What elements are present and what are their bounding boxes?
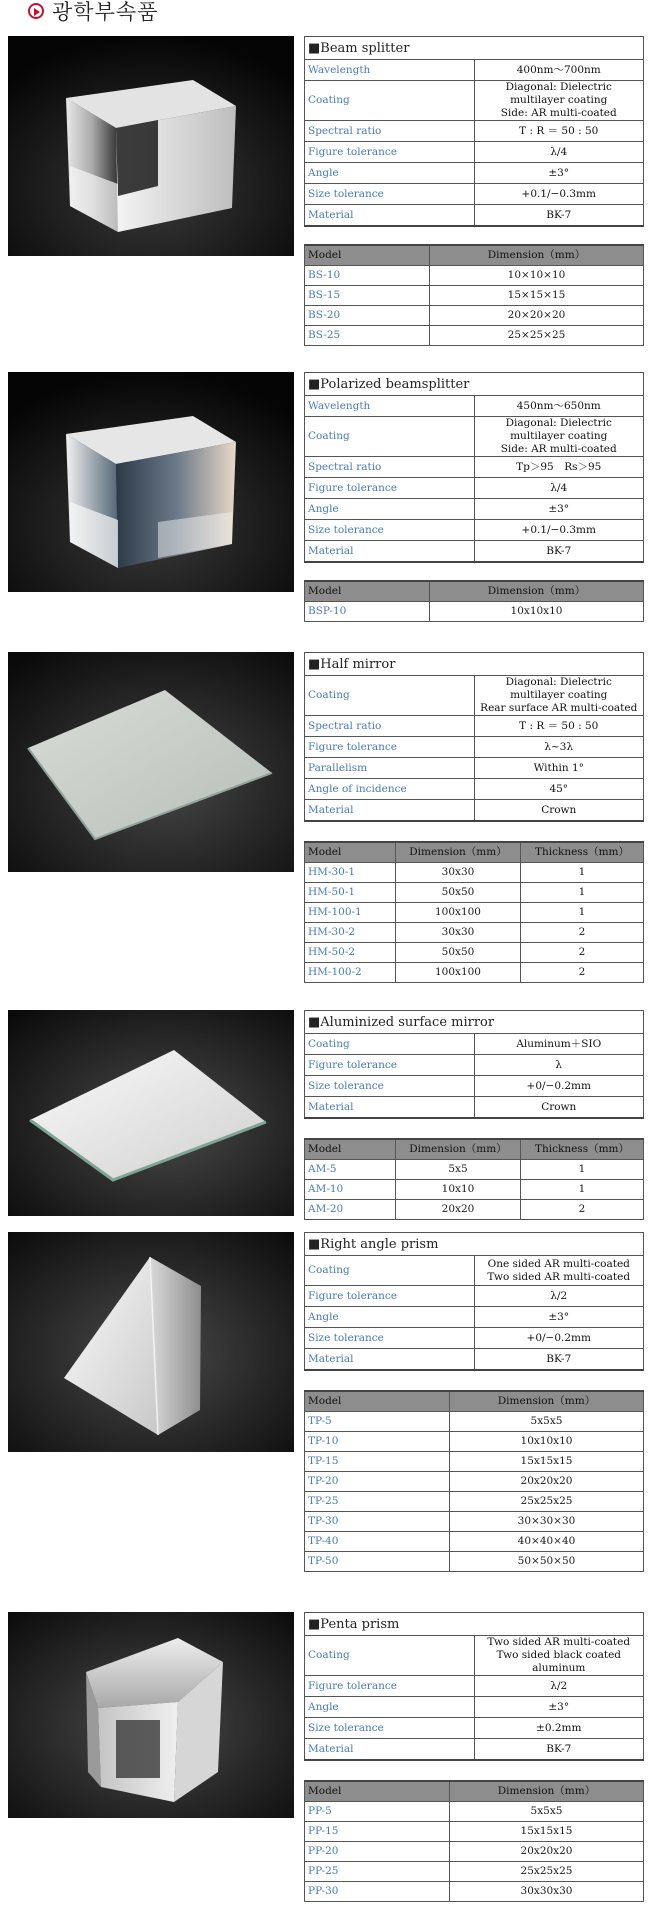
model-name[interactable]: TP-10 xyxy=(305,1432,450,1452)
spec-label: Size tolerance xyxy=(305,1328,475,1349)
spec-value xyxy=(474,1256,644,1286)
table-row xyxy=(305,863,644,883)
spec-value: BK-7 xyxy=(474,1739,644,1761)
spec-value: +0/−0.2mm xyxy=(474,1076,644,1097)
spec-value: Crown xyxy=(474,800,644,822)
table-row xyxy=(305,883,644,903)
spec-value: 400nm～700nm xyxy=(474,60,644,81)
model-dimension: 20x20x20 xyxy=(450,1472,644,1492)
spec-label: Angle xyxy=(305,499,475,520)
table-row xyxy=(305,1822,644,1842)
spec-label: Coating xyxy=(305,81,475,121)
model-name[interactable]: PP-5 xyxy=(305,1802,450,1822)
spec-label: Coating xyxy=(305,1034,475,1055)
spec-value-line: Diagonal: Dielectric multilayer coating xyxy=(505,417,612,442)
table-row xyxy=(305,1200,644,1220)
table-row xyxy=(305,1802,644,1822)
table-row xyxy=(305,326,644,346)
model-dimension: 50×50×50 xyxy=(450,1552,644,1572)
spec-value xyxy=(474,81,644,121)
dimension-header: Dimension（mm） xyxy=(450,1781,644,1802)
spec-label: Material xyxy=(305,205,475,227)
table-row xyxy=(305,1472,644,1492)
spec-value: λ/4 xyxy=(474,478,644,499)
spec-value-line: Diagonal: Dielectric multilayer coating xyxy=(505,81,612,106)
spec-value: 45° xyxy=(474,779,644,800)
table-row xyxy=(305,1492,644,1512)
table-row xyxy=(305,1412,644,1432)
half-mirror-tables xyxy=(304,652,644,983)
spec-label: Coating xyxy=(305,676,475,716)
table-row xyxy=(305,286,644,306)
model-name[interactable]: HM-50-2 xyxy=(305,943,396,963)
beam-splitter-photo xyxy=(8,36,294,256)
spec-value: λ~3λ xyxy=(474,737,644,758)
model-thickness: 1 xyxy=(521,1160,644,1180)
model-name[interactable]: AM-5 xyxy=(305,1160,396,1180)
spec-table xyxy=(304,372,644,563)
spec-label: Size tolerance xyxy=(305,184,475,205)
model-name[interactable]: HM-100-1 xyxy=(305,903,396,923)
right-angle-prism-photo xyxy=(8,1232,294,1452)
model-dimension: 20×20×20 xyxy=(430,306,644,326)
model-dimension: 50x50 xyxy=(396,943,521,963)
spec-value-line: Diagonal: Dielectric multilayer coating xyxy=(505,676,612,701)
model-dimension: 15×15×15 xyxy=(430,286,644,306)
section-title: ■Penta prism xyxy=(305,1613,644,1636)
spec-table xyxy=(304,36,644,227)
table-row xyxy=(305,306,644,326)
model-header: Model xyxy=(305,1391,450,1412)
spec-value: λ/2 xyxy=(474,1286,644,1307)
model-name[interactable]: HM-30-2 xyxy=(305,923,396,943)
model-table xyxy=(304,580,644,622)
spec-value-line: One sided AR multi-coated xyxy=(487,1257,630,1270)
model-name[interactable]: BS-10 xyxy=(305,266,430,286)
table-row xyxy=(305,602,644,622)
spec-value: ±3° xyxy=(474,499,644,520)
polarized-beamsplitter-photo xyxy=(8,372,294,592)
table-row xyxy=(305,1180,644,1200)
spec-label: Angle xyxy=(305,163,475,184)
table-row xyxy=(305,1532,644,1552)
model-thickness: 2 xyxy=(521,1200,644,1220)
play-circle-icon xyxy=(28,3,44,19)
model-dimension: 5x5x5 xyxy=(450,1412,644,1432)
dimension-header: Dimension（mm） xyxy=(396,1139,521,1160)
spec-label: Material xyxy=(305,541,475,563)
model-name[interactable]: TP-15 xyxy=(305,1452,450,1472)
spec-label: Size tolerance xyxy=(305,1076,475,1097)
spec-table xyxy=(304,652,644,822)
spec-label: Material xyxy=(305,800,475,822)
table-row xyxy=(305,1432,644,1452)
table-row xyxy=(305,1882,644,1902)
spec-label: Coating xyxy=(305,417,475,457)
spec-label: Figure tolerance xyxy=(305,1676,475,1697)
section-title: ■Right angle prism xyxy=(305,1233,644,1256)
model-name[interactable]: TP-30 xyxy=(305,1512,450,1532)
spec-value xyxy=(474,676,644,716)
model-table xyxy=(304,1390,644,1572)
spec-value: +0.1/−0.3mm xyxy=(474,520,644,541)
model-name[interactable]: HM-100-2 xyxy=(305,963,396,983)
penta-prism-photo xyxy=(8,1612,294,1818)
spec-label: Wavelength xyxy=(305,396,475,417)
model-name[interactable]: BSP-10 xyxy=(305,602,430,622)
model-header: Model xyxy=(305,1781,450,1802)
model-thickness: 2 xyxy=(521,963,644,983)
model-name[interactable]: PP-30 xyxy=(305,1882,450,1902)
model-dimension: 10×10×10 xyxy=(430,266,644,286)
model-dimension: 10x10 xyxy=(396,1180,521,1200)
model-dimension: 100x100 xyxy=(396,963,521,983)
spec-value: +0.1/−0.3mm xyxy=(474,184,644,205)
spec-label: Size tolerance xyxy=(305,1718,475,1739)
model-dimension: 100x100 xyxy=(396,903,521,923)
model-dimension: 15x15x15 xyxy=(450,1822,644,1842)
model-name[interactable]: PP-20 xyxy=(305,1842,450,1862)
table-row xyxy=(305,963,644,983)
spec-table xyxy=(304,1010,644,1119)
table-row xyxy=(305,903,644,923)
model-header: Model xyxy=(305,1139,396,1160)
spec-value: ±0.2mm xyxy=(474,1718,644,1739)
spec-label: Material xyxy=(305,1739,475,1761)
beam-splitter-tables xyxy=(304,36,644,346)
spec-value: λ/2 xyxy=(474,1676,644,1697)
spec-label: Coating xyxy=(305,1636,475,1676)
spec-value: ±3° xyxy=(474,163,644,184)
spec-label: Angle xyxy=(305,1307,475,1328)
dimension-header: Dimension（mm） xyxy=(450,1391,644,1412)
spec-value: λ xyxy=(474,1055,644,1076)
model-name[interactable]: TP-25 xyxy=(305,1492,450,1512)
section-title: ■Aluminized surface mirror xyxy=(305,1011,644,1034)
dimension-header: Dimension（mm） xyxy=(430,581,644,602)
model-dimension: 15x15x15 xyxy=(450,1452,644,1472)
model-thickness: 2 xyxy=(521,923,644,943)
spec-value xyxy=(474,1636,644,1676)
spec-label: Coating xyxy=(305,1256,475,1286)
spec-value: T : R ＝ 50 : 50 xyxy=(474,716,644,737)
section-title: ■Beam splitter xyxy=(305,37,644,60)
spec-label: Material xyxy=(305,1349,475,1371)
spec-value: BK-7 xyxy=(474,1349,644,1371)
spec-value-line: Side: AR multi-coated xyxy=(500,443,617,455)
spec-value-line: Two sided AR multi-coated xyxy=(487,1636,631,1648)
model-dimension: 10x10x10 xyxy=(450,1432,644,1452)
page-header xyxy=(28,0,158,25)
model-name[interactable]: AM-10 xyxy=(305,1180,396,1200)
model-name[interactable]: PP-25 xyxy=(305,1862,450,1882)
spec-value: BK-7 xyxy=(474,205,644,227)
spec-value: Within 1° xyxy=(474,758,644,779)
model-name[interactable]: AM-20 xyxy=(305,1200,396,1220)
model-dimension: 5x5 xyxy=(396,1160,521,1180)
table-row xyxy=(305,943,644,963)
model-name[interactable]: HM-50-1 xyxy=(305,883,396,903)
model-dimension: 25x25x25 xyxy=(450,1862,644,1882)
spec-value: ±3° xyxy=(474,1307,644,1328)
model-name[interactable]: HM-30-1 xyxy=(305,863,396,883)
section-title: ■Half mirror xyxy=(305,653,644,676)
spec-label: Spectral ratio xyxy=(305,716,475,737)
model-name[interactable]: BS-20 xyxy=(305,306,430,326)
spec-label: Figure tolerance xyxy=(305,737,475,758)
model-thickness: 1 xyxy=(521,903,644,923)
model-name[interactable]: BS-25 xyxy=(305,326,430,346)
table-row xyxy=(305,1552,644,1572)
spec-label: Figure tolerance xyxy=(305,142,475,163)
spec-table xyxy=(304,1232,644,1371)
spec-label: Figure tolerance xyxy=(305,1055,475,1076)
spec-table xyxy=(304,1612,644,1761)
model-name[interactable]: BS-15 xyxy=(305,286,430,306)
spec-value: Aluminum＋SIO xyxy=(474,1034,644,1055)
model-thickness: 2 xyxy=(521,943,644,963)
model-name[interactable]: TP-20 xyxy=(305,1472,450,1492)
spec-value: λ/4 xyxy=(474,142,644,163)
spec-label: Figure tolerance xyxy=(305,1286,475,1307)
model-dimension: 20x20 xyxy=(396,1200,521,1220)
table-row xyxy=(305,1862,644,1882)
spec-label: Figure tolerance xyxy=(305,478,475,499)
model-name[interactable]: TP-5 xyxy=(305,1412,450,1432)
model-table xyxy=(304,1780,644,1902)
model-thickness: 1 xyxy=(521,863,644,883)
model-table-viewport[interactable] xyxy=(304,1138,644,1215)
model-dimension: 30×30×30 xyxy=(450,1512,644,1532)
spec-value xyxy=(474,417,644,457)
thickness-header: Thickness（mm） xyxy=(521,1139,644,1160)
model-name[interactable]: TP-50 xyxy=(305,1552,450,1572)
table-row xyxy=(305,266,644,286)
model-table xyxy=(304,244,644,346)
spec-value: +0/−0.2mm xyxy=(474,1328,644,1349)
model-dimension: 40×40×40 xyxy=(450,1532,644,1552)
half-mirror-photo xyxy=(8,652,294,872)
penta-prism-tables xyxy=(304,1612,644,1902)
section-title: ■Polarized beamsplitter xyxy=(305,373,644,396)
spec-value-line: Two sided AR multi-coated xyxy=(487,1270,631,1283)
spec-value-line: Rear surface AR multi-coated xyxy=(480,702,638,714)
model-thickness: 1 xyxy=(521,1180,644,1200)
model-name[interactable]: PP-15 xyxy=(305,1822,450,1842)
model-dimension: 30x30 xyxy=(396,863,521,883)
spec-value: 450nm～650nm xyxy=(474,396,644,417)
spec-label: Size tolerance xyxy=(305,520,475,541)
table-row xyxy=(305,1452,644,1472)
spec-value: T : R ＝ 50 : 50 xyxy=(474,121,644,142)
model-thickness: 1 xyxy=(521,883,644,903)
spec-label: Angle of incidence xyxy=(305,779,475,800)
spec-value: Crown xyxy=(474,1097,644,1119)
spec-value: BK-7 xyxy=(474,541,644,563)
model-dimension: 20x20x20 xyxy=(450,1842,644,1862)
model-dimension: 30x30x30 xyxy=(450,1882,644,1902)
aluminized-mirror-tables xyxy=(304,1010,644,1215)
model-dimension: 25x25x25 xyxy=(450,1492,644,1512)
model-header: Model xyxy=(305,581,430,602)
model-dimension: 5x5x5 xyxy=(450,1802,644,1822)
model-header: Model xyxy=(305,245,430,266)
dimension-header: Dimension（mm） xyxy=(396,842,521,863)
spec-label: Wavelength xyxy=(305,60,475,81)
spec-label: Spectral ratio xyxy=(305,457,475,478)
spec-label: Spectral ratio xyxy=(305,121,475,142)
model-table xyxy=(304,841,644,983)
model-table xyxy=(304,1138,644,1220)
page-title: 광학부속품 xyxy=(52,0,159,24)
aluminized-mirror-photo xyxy=(8,1010,294,1216)
spec-label: Parallelism xyxy=(305,758,475,779)
spec-label: Angle xyxy=(305,1697,475,1718)
spec-value: ±3° xyxy=(474,1697,644,1718)
thickness-header: Thickness（mm） xyxy=(521,842,644,863)
polarized-beamsplitter-tables xyxy=(304,372,644,622)
spec-value-line: Two sided black coated aluminum xyxy=(496,1649,622,1674)
table-row xyxy=(305,1842,644,1862)
model-dimension: 25×25×25 xyxy=(430,326,644,346)
dimension-header: Dimension（mm） xyxy=(430,245,644,266)
model-dimension: 30x30 xyxy=(396,923,521,943)
spec-value: Tp＞95 Rs＞95 xyxy=(474,457,644,478)
right-angle-prism-tables xyxy=(304,1232,644,1572)
model-dimension: 50x50 xyxy=(396,883,521,903)
table-row xyxy=(305,923,644,943)
model-name[interactable]: TP-40 xyxy=(305,1532,450,1552)
spec-value-line: Side: AR multi-coated xyxy=(500,107,617,119)
table-row xyxy=(305,1512,644,1532)
table-row xyxy=(305,1160,644,1180)
model-dimension: 10x10x10 xyxy=(430,602,644,622)
model-header: Model xyxy=(305,842,396,863)
spec-label: Material xyxy=(305,1097,475,1119)
